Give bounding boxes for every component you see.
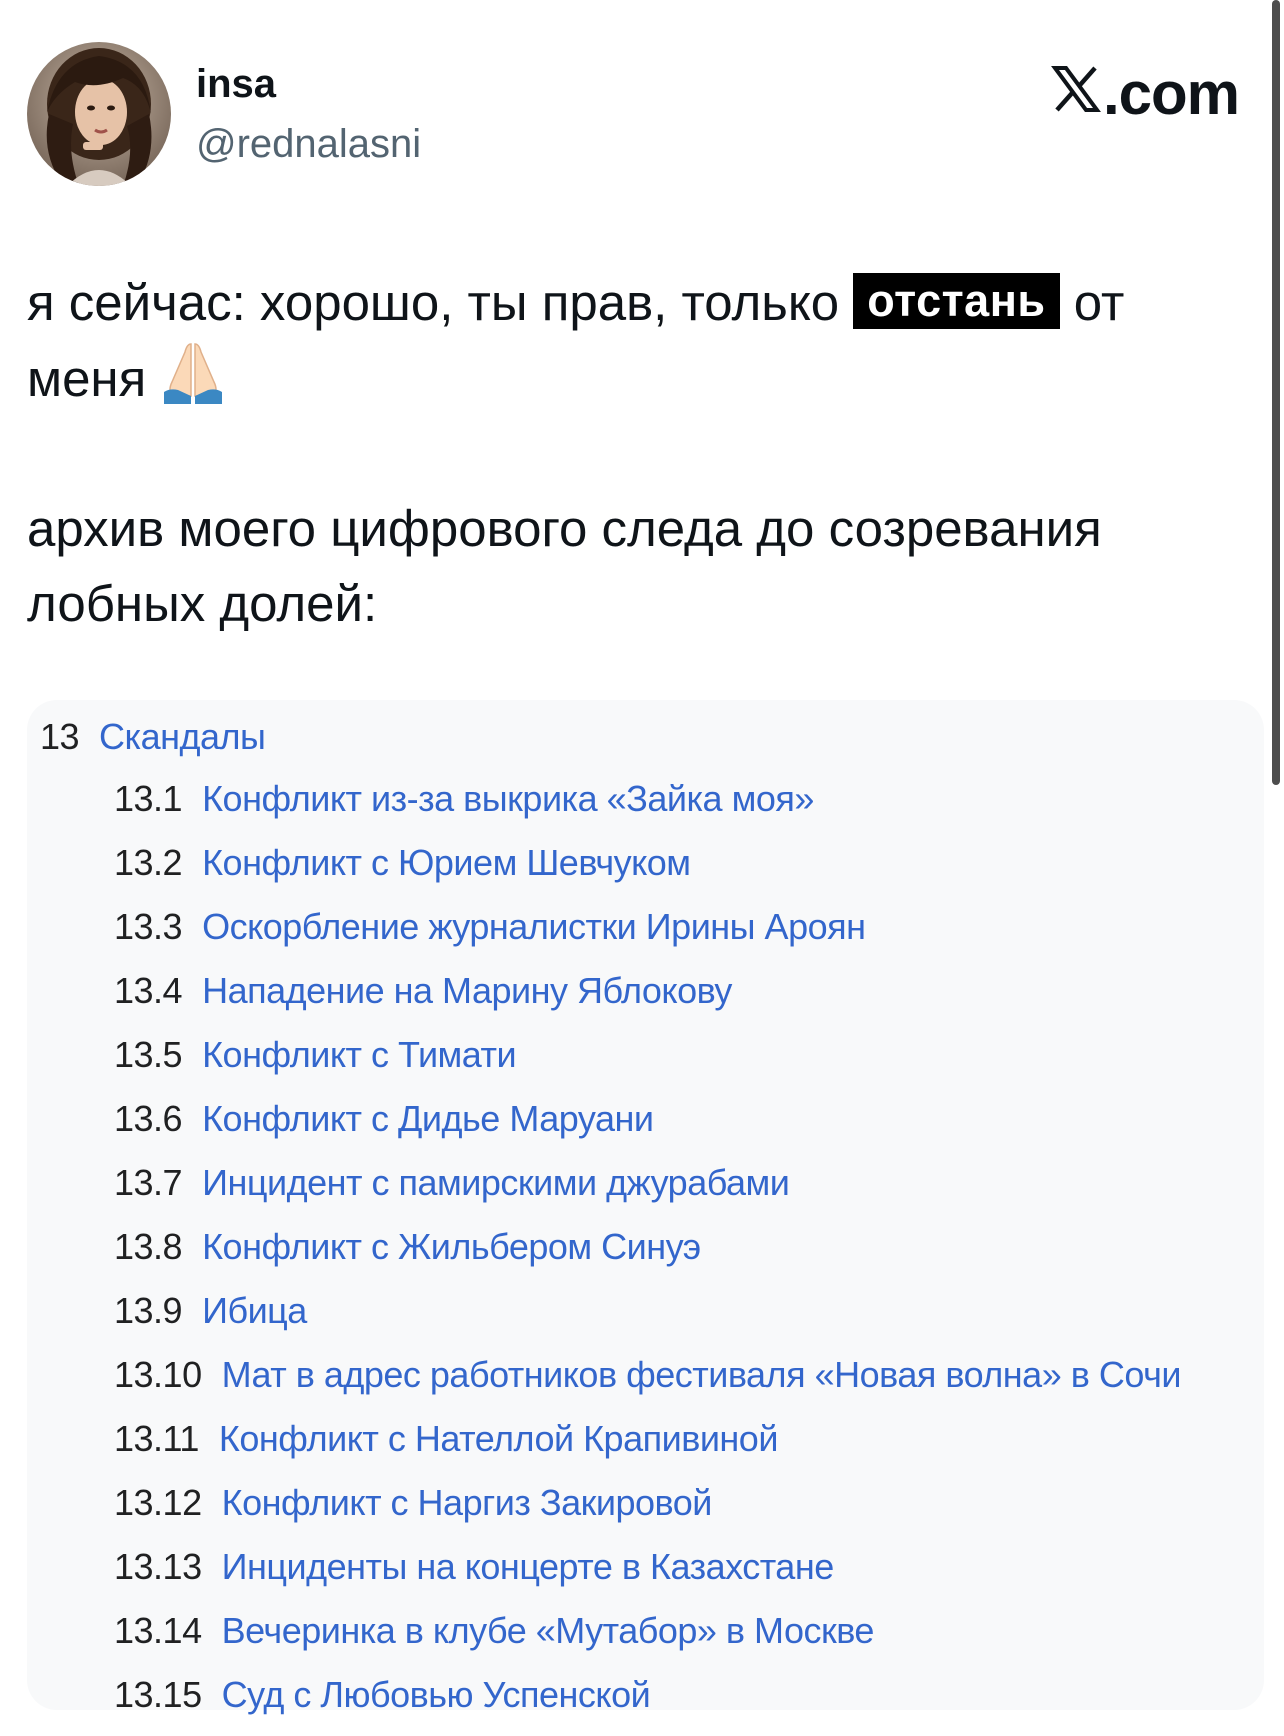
attached-image-table-of-contents[interactable] <box>27 700 1264 1715</box>
author-handle[interactable]: @rednalasni <box>196 122 422 166</box>
toc-item-number: 13.6 <box>114 1098 183 1139</box>
redacted-word: отстань <box>853 273 1059 329</box>
toc-item <box>114 1672 1181 1736</box>
toc-item <box>114 776 1181 840</box>
toc-item-link: Инциденты на концерте в Казахстане <box>221 1546 834 1587</box>
toc-item-number: 13.12 <box>114 1482 202 1523</box>
toc-item-number: 13.10 <box>114 1354 202 1395</box>
toc-item-link: Оскорбление журналистки Ирины Ароян <box>202 906 866 947</box>
toc-item-link: Вечеринка в клубе «Мутабор» в Москве <box>221 1610 874 1651</box>
toc-item-link: Конфликт с Наргиз Закировой <box>221 1482 712 1523</box>
toc-item-link: Конфликт с Юрием Шевчуком <box>202 842 691 883</box>
toc-item <box>114 1608 1181 1672</box>
toc-item-number: 13.7 <box>114 1162 183 1203</box>
brand-watermark <box>1051 60 1239 128</box>
toc-item <box>114 1032 1181 1096</box>
toc-item <box>114 1160 1181 1224</box>
toc-item-number: 13.4 <box>114 970 183 1011</box>
toc-item <box>114 1096 1181 1160</box>
toc-item-number: 13.11 <box>114 1418 199 1459</box>
toc-heading-link: Скандалы <box>99 716 266 757</box>
tweet-text-before-redaction: я сейчас: хорошо, ты прав, только <box>27 274 854 331</box>
tweet-text <box>27 265 1227 641</box>
toc-item-number: 13.1 <box>114 778 183 819</box>
toc-list <box>114 776 1181 1736</box>
toc-item <box>114 840 1181 904</box>
toc-item <box>114 1352 1181 1416</box>
toc-heading <box>40 714 265 760</box>
toc-item-link: Ибица <box>202 1290 307 1331</box>
toc-item-link: Инцидент с памирскими джурабами <box>202 1162 790 1203</box>
toc-item-link: Конфликт с Дидье Маруани <box>202 1098 654 1139</box>
toc-item-link: Суд с Любовью Успенской <box>221 1674 651 1715</box>
toc-item-number: 13.5 <box>114 1034 183 1075</box>
toc-item <box>114 1480 1181 1544</box>
toc-item <box>114 1288 1181 1352</box>
toc-heading-number: 13 <box>40 716 80 757</box>
profile-photo-icon <box>27 42 171 186</box>
brand-label: .com <box>1102 60 1239 127</box>
toc-item-number: 13.9 <box>114 1290 183 1331</box>
toc-item-link: Конфликт с Тимати <box>202 1034 517 1075</box>
tweet-text-after-redaction: от меня <box>27 274 1125 407</box>
x-logo-icon <box>1051 60 1101 128</box>
toc-item-link: Конфликт из-за выкрика «Зайка моя» <box>202 778 814 819</box>
toc-item <box>114 1544 1181 1608</box>
toc-item-number: 13.14 <box>114 1610 202 1651</box>
toc-item-number: 13.2 <box>114 842 183 883</box>
toc-item <box>114 1224 1181 1288</box>
toc-item-link: Мат в адрес работников фестиваля «Новая волна» в Сочи <box>221 1354 1181 1395</box>
folded-hands-icon <box>160 340 226 406</box>
toc-item-number: 13.3 <box>114 906 183 947</box>
toc-item-number: 13.8 <box>114 1226 183 1267</box>
toc-item <box>114 1416 1181 1480</box>
avatar[interactable] <box>27 42 171 186</box>
toc-item <box>114 968 1181 1032</box>
toc-item-link: Конфликт с Нателлой Крапивиной <box>218 1418 778 1459</box>
toc-item-number: 13.13 <box>114 1546 202 1587</box>
toc-item-link: Конфликт с Жильбером Синуэ <box>202 1226 701 1267</box>
toc-item-link: Нападение на Марину Яблокову <box>202 970 732 1011</box>
toc-item-number: 13.15 <box>114 1674 202 1715</box>
author-name[interactable]: insa <box>196 62 277 106</box>
tweet-paragraph-2: архив моего цифрового следа до созревания лобных долей: <box>27 500 1102 632</box>
scrollbar[interactable] <box>1272 0 1280 785</box>
toc-item <box>114 904 1181 968</box>
tweet-paragraph-1 <box>27 265 1227 416</box>
